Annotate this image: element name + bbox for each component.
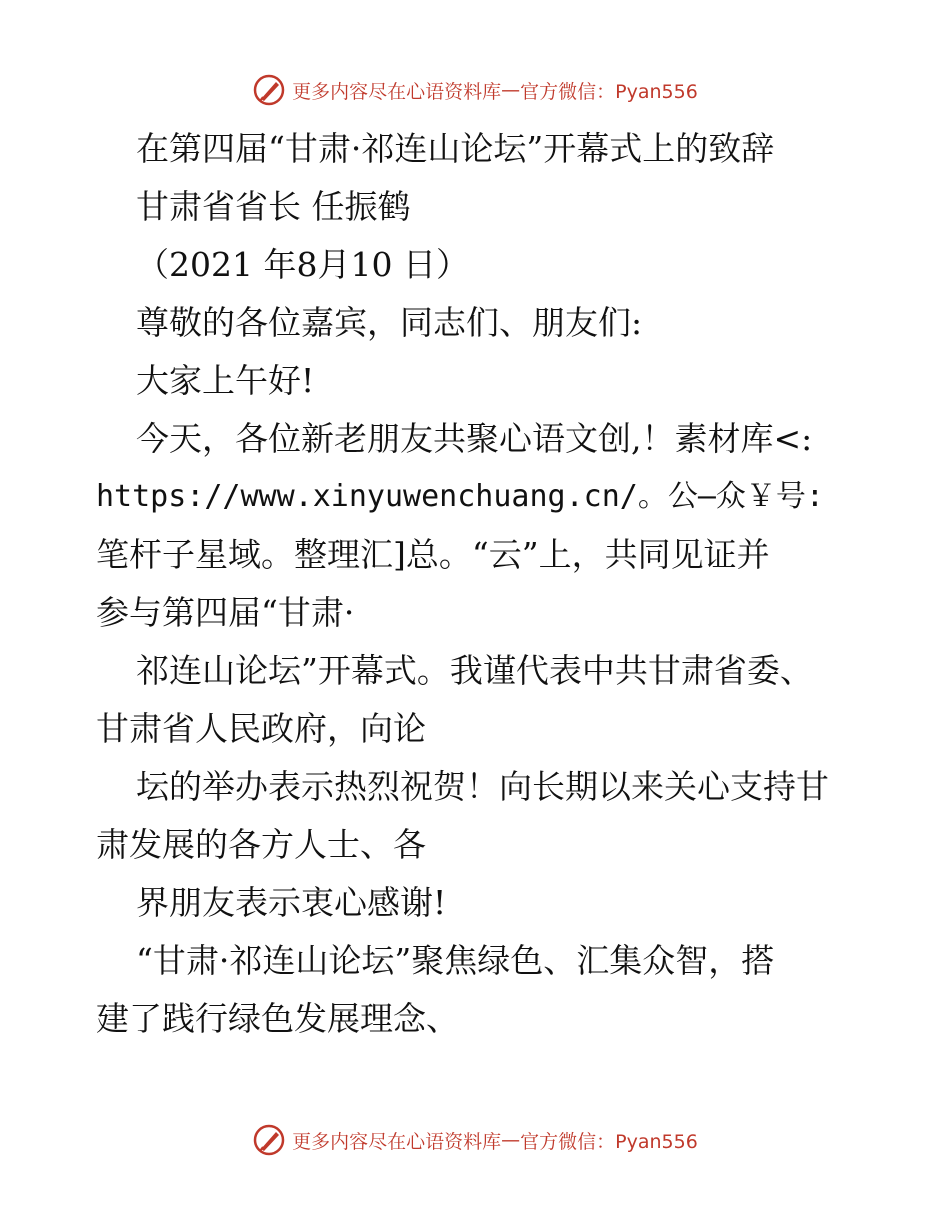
paragraph-line: 今天，各位新老朋友共聚心语文创,！素材库<: bbox=[136, 419, 813, 458]
paragraph-line: 坛的举办表示热烈祝贺！向长期以来关心支持甘 bbox=[136, 767, 829, 806]
quill-pen-logo-icon bbox=[252, 73, 286, 107]
document-body bbox=[96, 120, 856, 1048]
watermark-text: 更多内容尽在心语资料库 bbox=[292, 80, 502, 103]
speaker-line: 甘肃省省长 任振鹤 bbox=[136, 187, 411, 226]
paragraph-line: 建了践行绿色发展理念、 bbox=[96, 999, 459, 1038]
date-line: （2021 年8月10 日） bbox=[136, 245, 469, 284]
paragraph-line: “甘肃·祁连山论坛”聚焦绿色、汇集众智，搭 bbox=[136, 941, 775, 980]
speech-title: 在第四届“甘肃·祁连山论坛”开幕式上的致辞 bbox=[136, 129, 775, 168]
paragraph-line: 笔杆子星域。整理汇]总。“云”上，共同见证并 bbox=[96, 535, 770, 574]
watermark-contact: 官方微信：Pyan556 bbox=[520, 80, 698, 103]
paragraph-line: 祁连山论坛”开幕式。我谨代表中共甘肃省委、 bbox=[136, 651, 813, 690]
watermark-text: 更多内容尽在心语资料库 bbox=[292, 1130, 502, 1153]
greeting: 大家上午好! bbox=[136, 361, 315, 400]
paragraph-line: 参与第四届“甘肃· bbox=[96, 593, 355, 632]
watermark-separator: — bbox=[501, 1129, 521, 1151]
watermark-contact: 官方微信：Pyan556 bbox=[520, 1130, 698, 1153]
quill-pen-logo-icon bbox=[252, 1123, 286, 1157]
paragraph-line-url: https://www.xinyuwenchuang.cn/。公—众￥号: bbox=[96, 479, 824, 514]
watermark-banner-top bbox=[0, 70, 950, 110]
paragraph-line: 肃发展的各方人士、各 bbox=[96, 825, 426, 864]
paragraph-line: 甘肃省人民政府，向论 bbox=[96, 709, 426, 748]
watermark-separator: — bbox=[501, 79, 521, 101]
paragraph-line: 界朋友表示衷心感谢! bbox=[136, 883, 447, 922]
watermark-banner-bottom bbox=[0, 1120, 950, 1160]
salutation: 尊敬的各位嘉宾，同志们、朋友们: bbox=[136, 303, 643, 342]
